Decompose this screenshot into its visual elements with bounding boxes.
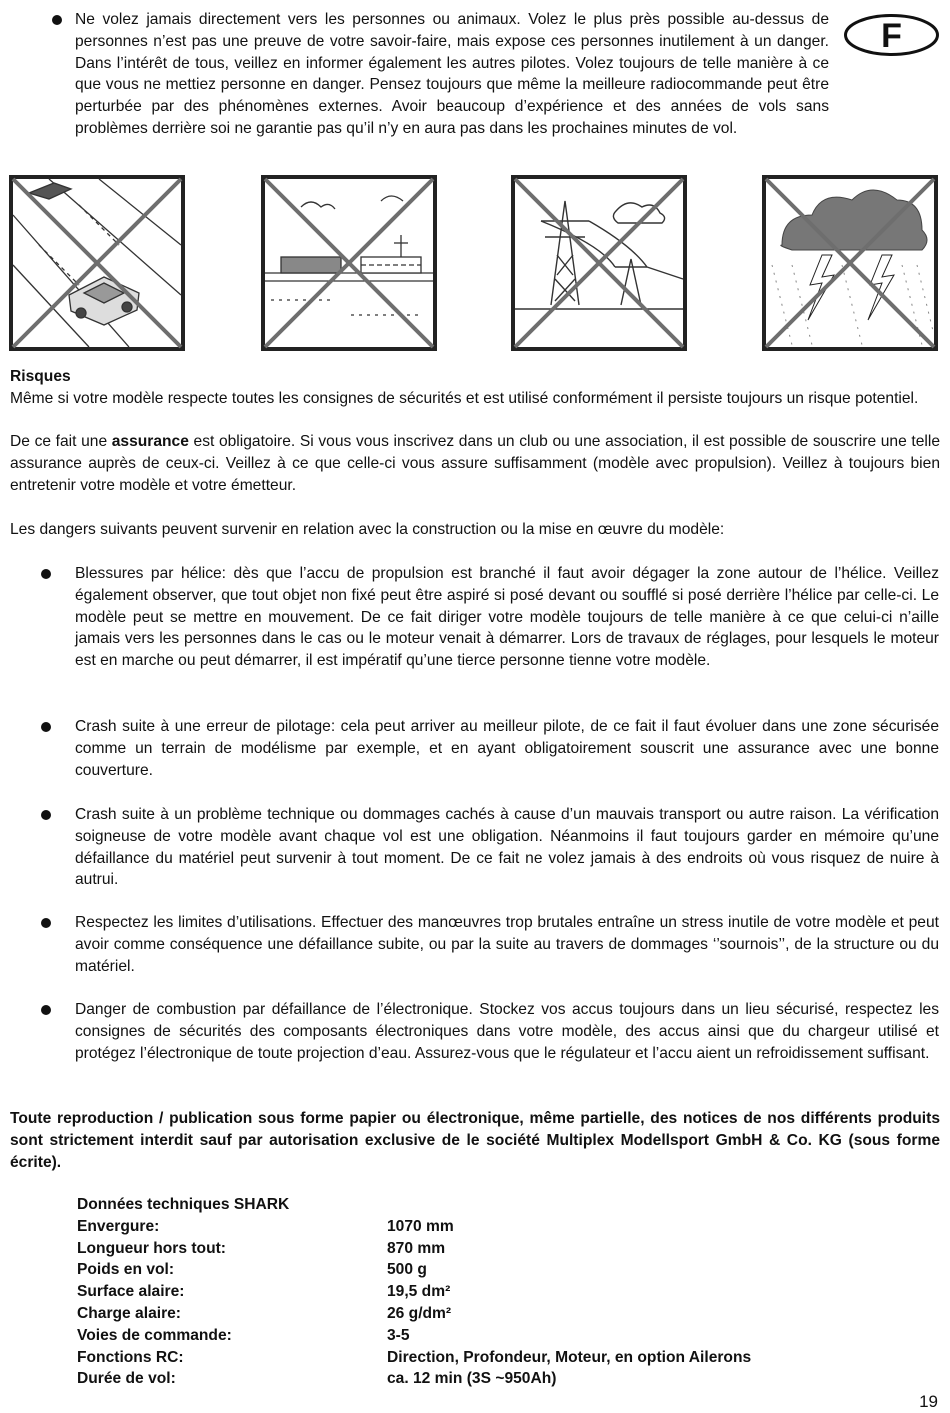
spec-value: 500 g xyxy=(387,1261,427,1279)
spec-row-length xyxy=(77,1238,446,1260)
danger-bullet-text: Crash suite à une erreur de pilotage: cela peut arriver au meilleur pilote, de ce fait il faut évoluer dans une zone sécurisée comme un terrain de modélisme par exemple, et en ayant obligatoirement souscrit une assurance avec une bonne couverture. xyxy=(75,718,939,779)
spec-label: Surface alaire: xyxy=(77,1283,185,1301)
bullet-dot xyxy=(41,722,51,732)
danger-bullet-text: Danger de combustion par défaillance de l’électronique. Stockez vos accus toujours dans un lieu sécurisé, respectez les consignes de sécurités des composants électroniques dans votre modèle, des accus ainsi que du chargeur utilisé et protégez l’électronique de toute projection d’eau. Assurez-vous que le régulateur et l’accu aient un refroidissement suffisant. xyxy=(75,1001,939,1062)
spec-row-flight-time xyxy=(77,1368,557,1390)
language-badge-oval xyxy=(843,13,940,57)
spec-value: 870 mm xyxy=(387,1239,446,1257)
bullet-dot xyxy=(41,569,51,579)
spec-row-weight xyxy=(77,1259,427,1281)
pictogram-no-flying-over-roads xyxy=(9,175,185,351)
pictogram-no-flying-over-railways xyxy=(261,175,437,351)
danger-bullet-text: Blessures par hélice: dès que l’accu de propulsion est branché il faut avoir dégager la zone autour de l’hélice. Veillez également observer, que tout objet non fixé peut être aspiré si posé devant ou soufflé si posé derrière l’hélice par celle-ci. Le modèle peut se mettre en mouvement. De ce fait diriger votre modèle toujours de telle manière à ce que celui-ci n’aille jamais vers les personnes dans le cas ou le moteur venait à démarrer. Lors de travaux de réglages, pour lesquels le moteur est en marche ou peut démarrer, il est impératif qu’une tierce personne tienne votre modèle. xyxy=(75,565,939,670)
bullet-dot xyxy=(41,810,51,820)
pictogram-no-flying-near-power-lines xyxy=(511,175,687,351)
copyright-notice: Toute reproduction / publication sous forme papier ou électronique, même partielle, des notices de nos différents produits sont strictement interdit sauf par autorisation exclusive de le société Multiplex Modellsport GmbH & Co. KG (sous forme écrite). xyxy=(10,1110,940,1171)
language-badge xyxy=(843,13,940,57)
dangers-intro: Les dangers suivants peuvent survenir en relation avec la construction ou la mise en œuvre du modèle: xyxy=(10,521,725,538)
spec-label: Poids en vol: xyxy=(77,1261,175,1279)
danger-bullet-technical xyxy=(75,804,939,891)
insurance-emphasis: assurance xyxy=(111,433,189,450)
risks-paragraph-2-start: De ce fait une xyxy=(10,433,112,450)
danger-bullet-combustion xyxy=(75,999,939,1064)
spec-row-wing-area xyxy=(77,1281,451,1303)
danger-bullet-limits xyxy=(75,912,939,977)
risks-paragraph-2 xyxy=(10,431,940,496)
danger-bullet-text: Crash suite à un problème technique ou dommages cachés à cause d’un mauvais transport ou autre raison. La vérification soigneuse de votre modèle avant chaque vol est une obligation. Néanmoins il faut toujours garder en mémoire qu’une défaillance du matériel peut survenir à tout moment. De ce fait ne volez jamais à des endroits où vous risquez de nuire à autrui. xyxy=(75,806,939,889)
spec-row-wing-loading xyxy=(77,1303,452,1325)
spec-label: Durée de vol: xyxy=(77,1370,176,1388)
technical-data xyxy=(77,1194,752,1390)
spec-value: ca. 12 min (3S ~950Ah) xyxy=(387,1370,557,1388)
danger-bullet-propeller xyxy=(75,563,939,672)
pictogram-no-flying-in-storms xyxy=(762,175,938,351)
technical-data-title: Données techniques SHARK xyxy=(77,1196,290,1213)
spec-value: 3-5 xyxy=(387,1326,410,1344)
spec-label: Charge alaire: xyxy=(77,1304,182,1322)
language-badge-letter: F xyxy=(881,17,902,55)
spec-value: 26 g/dm² xyxy=(387,1304,452,1322)
danger-bullet-pilot-error xyxy=(75,716,939,781)
intro-bullet-text: Ne volez jamais directement vers les personnes ou animaux. Volez le plus près possible au-dessus de personnes n’est pas une preuve de votre savoir-faire, mais expose ces personnes inutilement à un danger. Dans l’intérêt de tous, veillez en informer également les autres pilotes. Volez toujours de telle manière à ce que vous ne mettiez personne en danger. Pensez toujours que même la meilleure radiocommande peut être perturbée par des phénomènes externes. Avoir beaucoup d’expérience et des années de vols sans problèmes derrière soi ne garantie pas qu’il n’y en aura pas dans les prochaines minutes de vol. xyxy=(75,11,829,137)
spec-row-rc-functions xyxy=(77,1347,752,1369)
spec-label: Envergure: xyxy=(77,1217,160,1235)
risks-heading: Risques xyxy=(10,368,71,385)
intro-bullet xyxy=(75,9,829,140)
spec-row-channels xyxy=(77,1325,410,1347)
spec-label: Longueur hors tout: xyxy=(77,1239,226,1257)
page-number: 19 xyxy=(919,1392,938,1411)
risks-paragraph-1: Même si votre modèle respecte toutes les consignes de sécurités et est utilisé conformément il persiste toujours un risque potentiel. xyxy=(10,390,919,407)
spec-value: 19,5 dm² xyxy=(387,1283,451,1301)
spec-row-wingspan xyxy=(77,1216,454,1238)
spec-label: Fonctions RC: xyxy=(77,1348,184,1366)
bullet-dot xyxy=(41,1005,51,1015)
bullet-dot xyxy=(52,15,62,25)
danger-bullet-text: Respectez les limites d’utilisations. Effectuer des manœuvres trop brutales entraîne un stress inutile de votre modèle et peut avoir comme conséquence une défaillance subite, ou par la suite au travers de dommages ‘’sournois’’, de la structure ou du matériel. xyxy=(75,914,939,975)
spec-value: 1070 mm xyxy=(387,1217,454,1235)
spec-label: Voies de commande: xyxy=(77,1326,232,1344)
risks-paragraph-2-end: est obligatoire. Si vous vous inscrivez dans un club ou une association, il est possible de souscrire une telle assurance auprès de ceux-ci. Veillez à ce que celle-ci vous assure suffisamment (modèle avec propulsion). Veillez à toujours bien entretenir votre modèle et votre émetteur. xyxy=(10,433,940,494)
spec-value: Direction, Profondeur, Moteur, en option Ailerons xyxy=(387,1348,752,1366)
bullet-dot xyxy=(41,918,51,928)
